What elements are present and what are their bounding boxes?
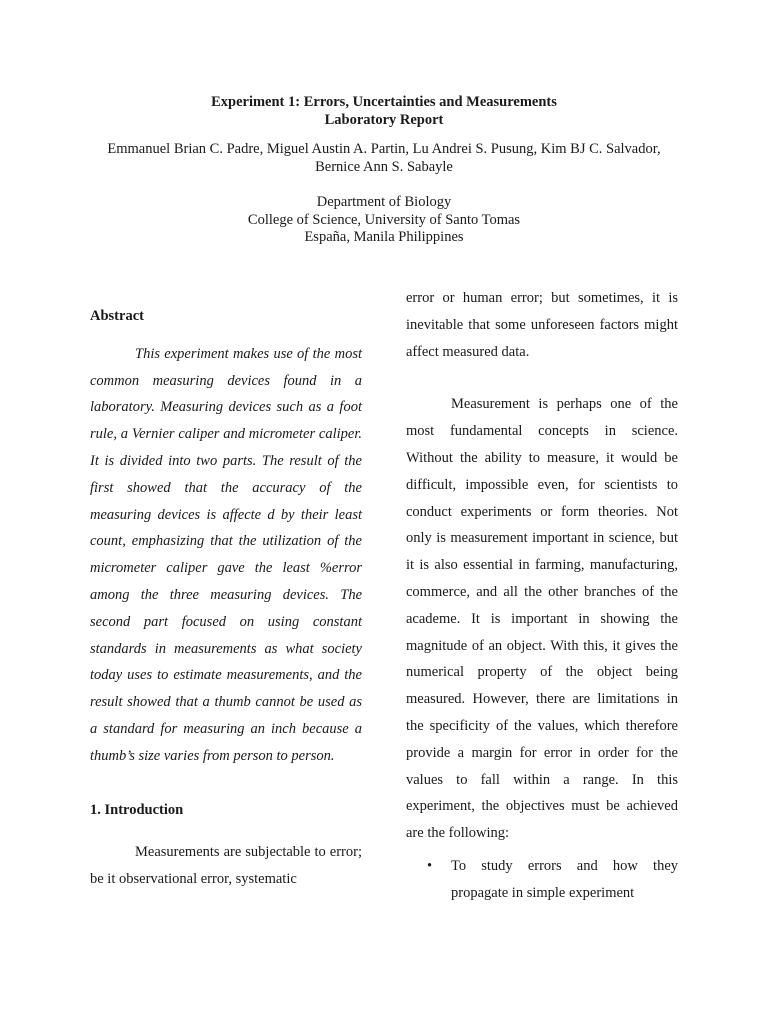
authors-line-2: Bernice Ann S. Sabayle bbox=[315, 158, 453, 175]
abstract-heading: Abstract bbox=[90, 308, 144, 324]
introduction-paragraph-2: Measurement is perhaps one of the most fundamental concepts in science. Without the ability to measure, it would be difficult, impossible even, for scientists to conduct experiments or form theories. Not only is measurement important in science, but it is also essential in farming, manufacturing, commerce, and all the other branches of the academe. It is important in showing the magnitude of an object. With this, it gives the numerical property of the object being measured. However, there are limitations in the specificity of the values, which therefore provide a margin for error in order for the values to fall within a range. In this experiment, the objectives must be achieved are the following: bbox=[406, 396, 678, 842]
paper-title bbox=[0, 93, 768, 129]
title-line-2: Laboratory Report bbox=[324, 112, 444, 128]
title-line-1: Experiment 1: Errors, Uncertainties and Measurements bbox=[211, 94, 557, 110]
authors-line-1: Emmanuel Brian C. Padre, Miguel Austin A. Partin, Lu Andrei S. Pusung, Kim BJ C. Salvador, bbox=[107, 141, 661, 157]
left-column bbox=[90, 303, 362, 893]
introduction-paragraph-1-start: Measurements are subjectable to error; be it observational error, systematic bbox=[90, 844, 362, 888]
author-list bbox=[0, 141, 768, 176]
paper-header bbox=[0, 93, 768, 247]
affiliation-location: España, Manila Philippines bbox=[304, 229, 464, 245]
objective-text: To study errors and how they propagate in simple experiment bbox=[451, 857, 678, 901]
objectives-list bbox=[406, 853, 678, 907]
introduction-paragraph-1-end: error or human error; but sometimes, it is inevitable that some unforeseen factors might affect measured data. bbox=[406, 290, 678, 360]
affiliation-department: Department of Biology bbox=[316, 194, 452, 210]
list-item bbox=[406, 853, 678, 907]
affiliation-college: College of Science, University of Santo Tomas bbox=[247, 211, 521, 228]
affiliation bbox=[0, 194, 768, 247]
introduction-heading: 1. Introduction bbox=[90, 801, 184, 818]
abstract-text: This experiment makes use of the most common measuring devices found in a laboratory. Measuring devices such as a foot rule, a Vernier caliper and micrometer caliper. It is divided into two parts. The result of the first showed that the accuracy of the measuring devices is affecte d by their least count, emphasizing that the utilization of the micrometer caliper gave the least %error among the three measuring devices. The second part focused on using constant standards in measurements as what society today uses to estimate measurements, and the result showed that a thumb cannot be used as a standard for measuring an inch because a thumb’s size varies from person to person. bbox=[90, 345, 362, 764]
bullet-icon: • bbox=[427, 857, 433, 874]
right-column bbox=[406, 285, 678, 907]
